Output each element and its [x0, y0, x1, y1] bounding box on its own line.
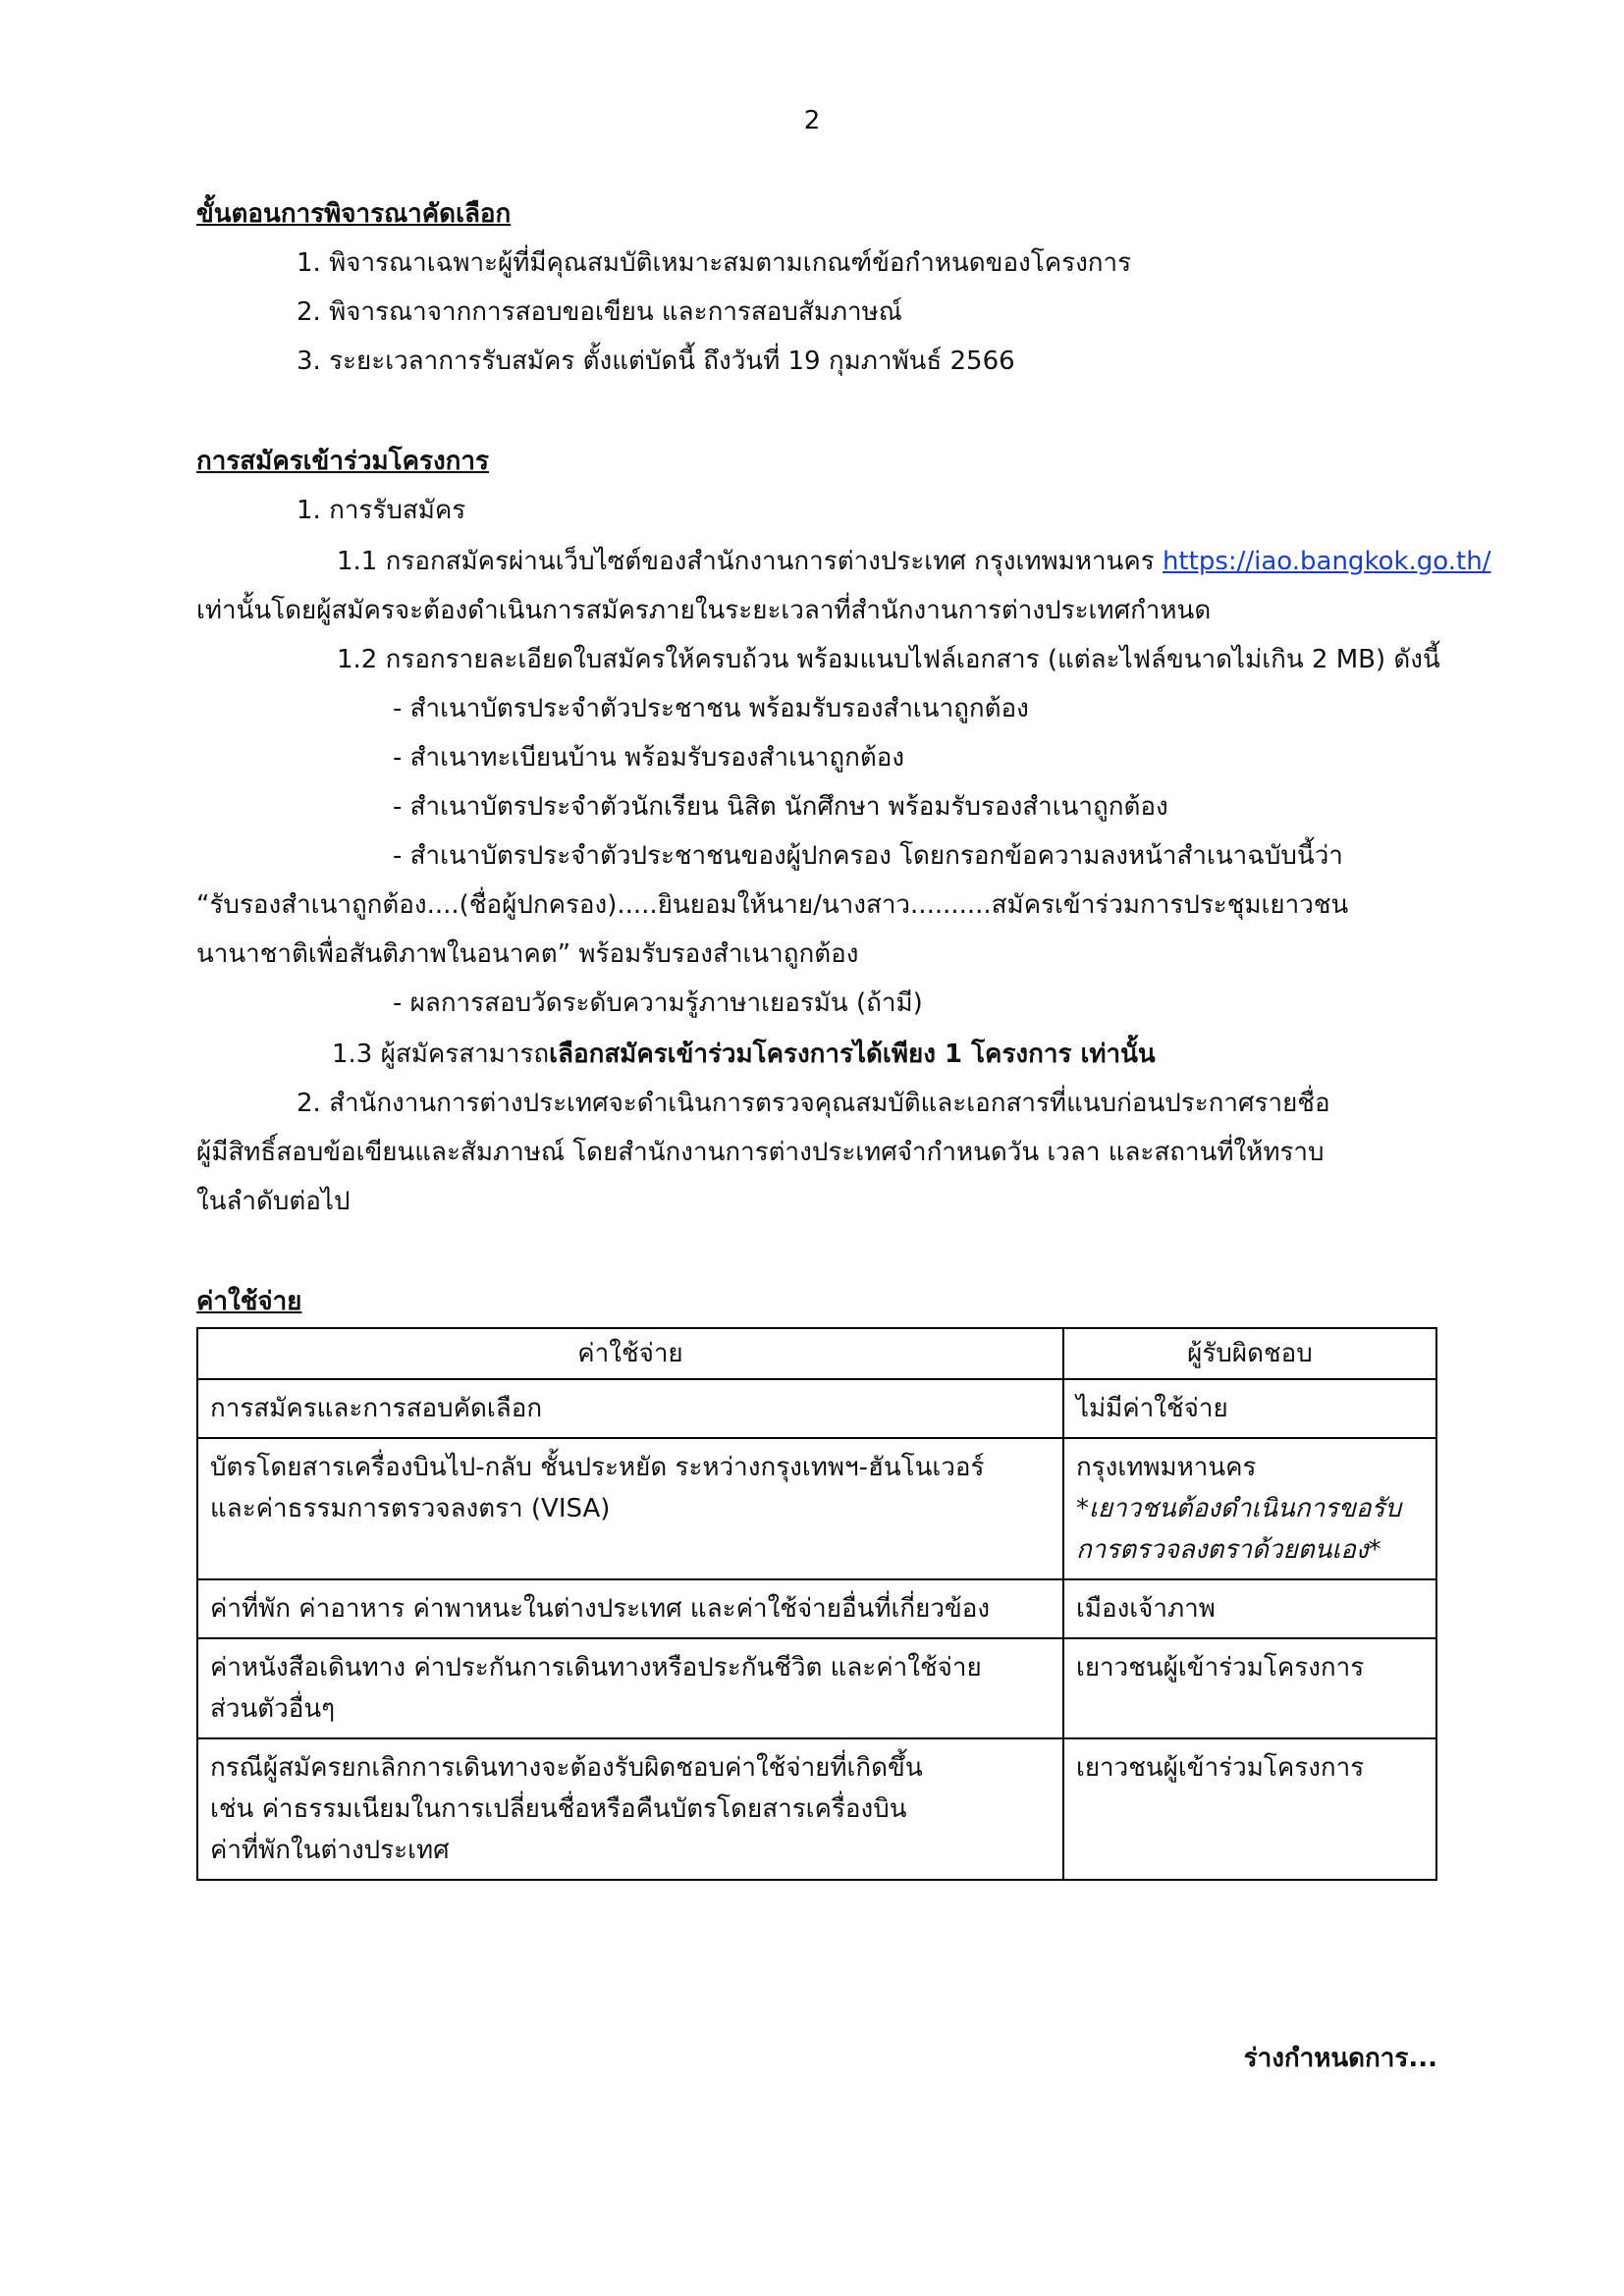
- responsible-line: เยาวชนผู้เข้าร่วมโครงการ: [1075, 1653, 1365, 1682]
- expense-cell: [197, 1579, 1063, 1638]
- column-header-expense: ค่าใช้จ่าย: [197, 1328, 1063, 1379]
- document-item: - ผลการสอบวัดระดับความรู้ภาษาเยอรมัน (ถ้ามี): [393, 988, 923, 1018]
- expense-line: และค่าธรรมการตรวจลงตรา (VISA): [210, 1494, 611, 1523]
- application-item-1-3: [332, 1035, 1156, 1074]
- responsible-cell: [1063, 1638, 1436, 1738]
- expense-line: ค่าที่พักในต่างประเทศ: [210, 1836, 450, 1865]
- application-item-1-1: [337, 542, 1490, 581]
- responsible-note: *เยาวชนต้องดำเนินการขอรับ: [1075, 1494, 1401, 1523]
- expense-cell: [197, 1379, 1063, 1438]
- expense-line: ส่วนตัวอื่นๆ: [210, 1694, 336, 1724]
- expense-line: กรณีผู้สมัครยกเลิกการเดินทางจะต้องรับผิดชอบค่าใช้จ่ายที่เกิดขึ้น: [210, 1753, 923, 1783]
- application-item-1-3-text: 1.3 ผู้สมัครสามารถ: [332, 1040, 550, 1069]
- expenses-heading: ค่าใช้จ่าย: [196, 1287, 302, 1316]
- expense-line: เช่น ค่าธรรมเนียมในการเปลี่ยนชื่อหรือคืนบัตรโดยสารเครื่องบิน: [210, 1794, 907, 1824]
- application-item-2-cont: ผู้มีสิทธิ์สอบข้อเขียนและสัมภาษณ์ โดยสำนักงานการต่างประเทศจำกำหนดวัน เวลา และสถานที่ให้ทราบ: [196, 1138, 1325, 1167]
- table-row: [197, 1738, 1436, 1880]
- table-row: [197, 1579, 1436, 1638]
- selection-item: 1. พิจารณาเฉพาะผู้ที่มีคุณสมบัติเหมาะสมตามเกณฑ์ข้อกำหนดของโครงการ: [297, 248, 1132, 278]
- responsible-line: เมืองเจ้าภาพ: [1075, 1594, 1216, 1624]
- responsible-cell: [1063, 1379, 1436, 1438]
- document-item: - สำเนาบัตรประจำตัวประชาชน พร้อมรับรองสำเนาถูกต้อง: [393, 694, 1029, 723]
- responsible-cell: [1063, 1438, 1436, 1579]
- application-item-1: 1. การรับสมัคร: [297, 496, 466, 525]
- expense-cell: [197, 1638, 1063, 1738]
- responsible-cell: [1063, 1579, 1436, 1638]
- table-row: [197, 1379, 1436, 1438]
- expense-line: บัตรโดยสารเครื่องบินไป-กลับ ชั้นประหยัด ระหว่างกรุงเทพฯ-ฮันโนเวอร์: [210, 1453, 985, 1482]
- application-item-1-1-text: 1.1 กรอกสมัครผ่านเว็บไซต์ของสำนักงานการต่างประเทศ กรุงเทพมหานคร: [337, 547, 1155, 576]
- expense-cell: [197, 1738, 1063, 1880]
- expense-line: ค่าที่พัก ค่าอาหาร ค่าพาหนะในต่างประเทศ และค่าใช้จ่ายอื่นที่เกี่ยวข้อง: [210, 1594, 991, 1624]
- column-header-responsible: ผู้รับผิดชอบ: [1063, 1328, 1436, 1379]
- application-heading: การสมัครเข้าร่วมโครงการ: [196, 447, 489, 476]
- guardian-statement-line: นานาชาติเพื่อสันติภาพในอนาคต” พร้อมรับรองสำเนาถูกต้อง: [196, 939, 859, 969]
- expense-line: ค่าหนังสือเดินทาง ค่าประกันการเดินทางหรือประกันชีวิต และค่าใช้จ่าย: [210, 1653, 982, 1682]
- guardian-statement-line: “รับรองสำเนาถูกต้อง....(ชื่อผู้ปกครอง).....ยินยอมให้นาย/นางสาว..........สมัครเข้าร่วมการประชุมเยาวชน: [196, 890, 1349, 920]
- application-item-1-1-cont: เท่านั้นโดยผู้สมัครจะต้องดำเนินการสมัครภายในระยะเวลาที่สำนักงานการต่างประเทศกำหนด: [196, 596, 1212, 625]
- expenses-table: [196, 1327, 1437, 1881]
- selection-item: 3. ระยะเวลาการรับสมัคร ตั้งแต่บัดนี้ ถึงวันที่ 19 กุมภาพันธ์ 2566: [297, 347, 1015, 376]
- application-item-1-3-emphasis: เลือกสมัครเข้าร่วมโครงการได้เพียง 1 โครงการ เท่านั้น: [549, 1040, 1156, 1069]
- expense-cell: [197, 1438, 1063, 1579]
- expense-line: การสมัครและการสอบคัดเลือก: [210, 1394, 543, 1423]
- table-header-row: [197, 1328, 1436, 1379]
- responsible-line: เยาวชนผู้เข้าร่วมโครงการ: [1075, 1753, 1365, 1783]
- application-item-2: 2. สำนักงานการต่างประเทศจะดำเนินการตรวจคุณสมบัติและเอกสารที่แนบก่อนประกาศรายชื่อ: [297, 1089, 1330, 1118]
- responsible-note: การตรวจลงตราด้วยตนเอง*: [1075, 1535, 1381, 1565]
- application-item-1-2: 1.2 กรอกรายละเอียดใบสมัครให้ครบถ้วน พร้อมแนบไฟล์เอกสาร (แต่ละไฟล์ขนาดไม่เกิน 2 MB) ดังนี้: [337, 645, 1440, 674]
- iao-website-link[interactable]: https://iao.bangkok.go.th/: [1162, 547, 1491, 576]
- selection-item: 2. พิจารณาจากการสอบขอเขียน และการสอบสัมภาษณ์: [297, 297, 902, 327]
- selection-heading: ขั้นตอนการพิจารณาคัดเลือก: [196, 199, 512, 229]
- application-item-2-cont: ในลำดับต่อไป: [196, 1187, 351, 1216]
- document-item: - สำเนาทะเบียนบ้าน พร้อมรับรองสำเนาถูกต้อง: [393, 743, 905, 773]
- page-number: 2: [803, 106, 821, 135]
- document-item: - สำเนาบัตรประจำตัวประชาชนของผู้ปกครอง โดยกรอกข้อความลงหน้าสำเนาฉบับนี้ว่า: [393, 841, 1343, 871]
- document-item: - สำเนาบัตรประจำตัวนักเรียน นิสิต นักศึกษา พร้อมรับรองสำเนาถูกต้อง: [393, 792, 1168, 822]
- responsible-line: ไม่มีค่าใช้จ่าย: [1075, 1394, 1228, 1423]
- table-row: [197, 1438, 1436, 1579]
- responsible-line: กรุงเทพมหานคร: [1075, 1453, 1257, 1482]
- footer-continuation: ร่างกำหนดการ...: [1243, 2044, 1437, 2073]
- table-row: [197, 1638, 1436, 1738]
- responsible-cell: [1063, 1738, 1436, 1880]
